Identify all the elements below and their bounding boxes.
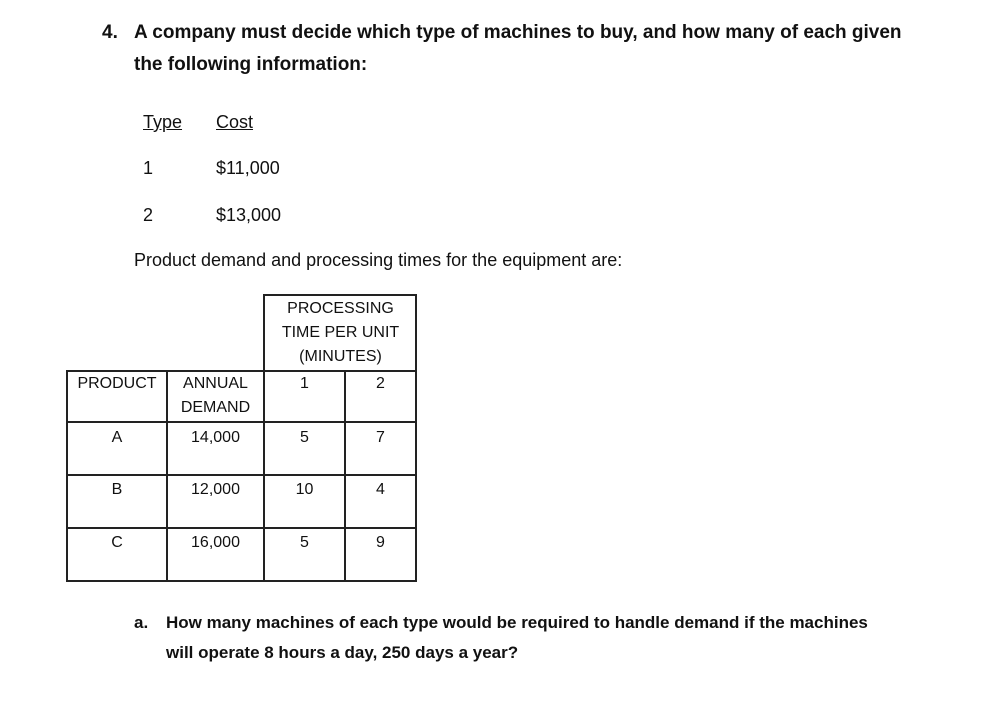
- cost-table-header-type: Type: [143, 112, 183, 132]
- column-header-machine-1: 1: [300, 375, 309, 392]
- sub-question-label: a.: [134, 613, 149, 632]
- processing-header-line-3: (MINUTES): [299, 348, 382, 365]
- table-cell-time-1: 5: [300, 429, 309, 446]
- question-text-line-2: the following information:: [134, 54, 368, 75]
- table-cell-product: B: [111, 481, 123, 498]
- question-text-line-1: A company must decide which type of machines to buy, and how many of each given: [134, 22, 902, 43]
- table-cell-time-1: 10: [295, 481, 314, 498]
- table-cell-demand: 14,000: [191, 429, 240, 446]
- column-header-demand-line-1: ANNUAL: [183, 375, 248, 392]
- cost-table-cost-2: $13,000: [216, 205, 282, 225]
- table-cell-time-1: 5: [300, 534, 309, 551]
- cost-table-header-cost: Cost: [216, 112, 254, 132]
- table-line: [66, 580, 417, 582]
- cost-table-type-2: 2: [143, 205, 154, 225]
- table-cell-product: A: [111, 429, 123, 446]
- table-line: [66, 421, 417, 423]
- cost-table-type-1: 1: [143, 158, 154, 178]
- processing-header-line-2: TIME PER UNIT: [281, 324, 400, 341]
- question-number: 4.: [102, 22, 118, 43]
- table-cell-time-2: 4: [376, 481, 385, 498]
- column-header-product: PRODUCT: [77, 375, 157, 392]
- table-cell-time-2: 9: [376, 534, 385, 551]
- processing-header-line-1: PROCESSING: [287, 300, 394, 317]
- table-cell-time-2: 7: [376, 429, 385, 446]
- table-line: [264, 294, 417, 296]
- column-header-machine-2: 2: [376, 375, 385, 392]
- sub-question-text-line-1: How many machines of each type would be required to handle demand if the machines: [166, 613, 868, 632]
- table-line: [415, 294, 417, 582]
- table-cell-demand: 16,000: [191, 534, 240, 551]
- intro-text: Product demand and processing times for the equipment are:: [134, 250, 623, 270]
- table-cell-demand: 12,000: [191, 481, 240, 498]
- table-cell-product: C: [111, 534, 123, 551]
- demand-table: [66, 294, 417, 582]
- table-line: [66, 527, 417, 529]
- column-header-demand-line-2: DEMAND: [180, 399, 251, 416]
- cost-table-cost-1: $11,000: [216, 158, 280, 178]
- table-line: [66, 474, 417, 476]
- sub-question-text-line-2: will operate 8 hours a day, 250 days a year?: [166, 643, 519, 662]
